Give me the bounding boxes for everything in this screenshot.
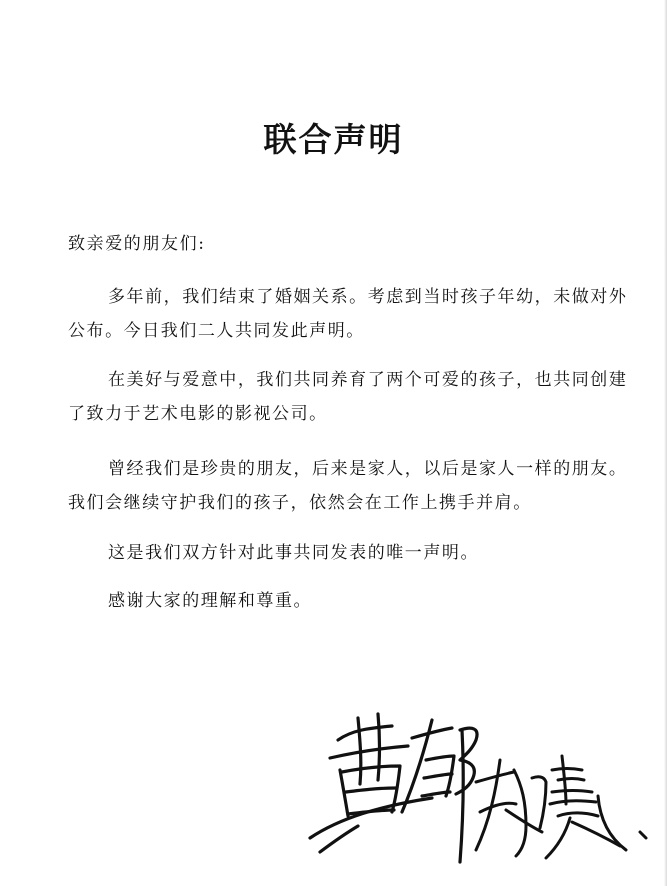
paragraph-4: 这是我们双方针对此事共同发表的唯一声明。 <box>108 543 479 563</box>
paragraph-2: 在美好与爱意中，我们共同养育了两个可爱的孩子，也共同创建了致力于艺术电影的影视公司。 <box>68 370 628 424</box>
paragraph-1: 多年前，我们结束了婚姻关系。考虑到当时孩子年幼，未做对外公布。今日我们二人共同发此声明。 <box>68 287 628 341</box>
handwritten-signature <box>300 700 660 880</box>
greeting-line: 致亲爱的朋友们: <box>68 234 206 254</box>
signature-stroke-group-3 <box>476 760 546 856</box>
signature-stroke-group-2 <box>402 720 477 862</box>
paragraph-3: 曾经我们是珍贵的朋友，后来是家人，以后是家人一样的朋友。我们会继续守护我们的孩子，依然会在工作上携手并肩。 <box>68 459 628 513</box>
paragraph-5: 感谢大家的理解和尊重。 <box>108 591 313 611</box>
document-title: 联合声明 <box>263 120 404 159</box>
signature-stroke-group-4 <box>546 756 646 858</box>
